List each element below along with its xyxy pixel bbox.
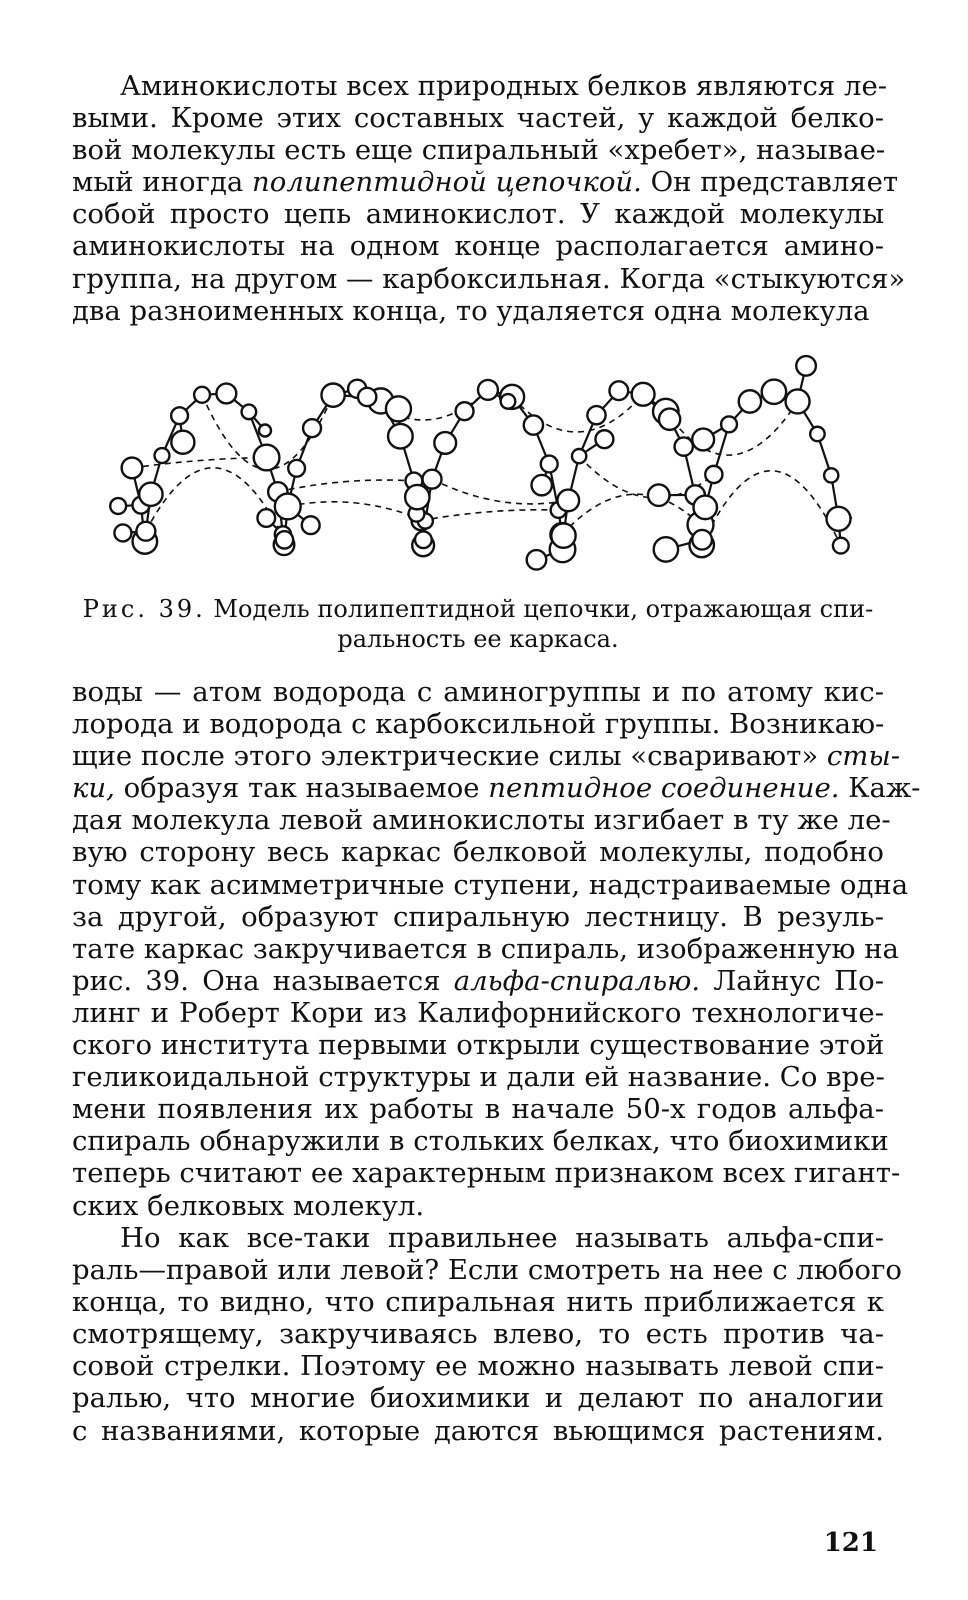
- text-line: тому как асимметричные ступени, надстраиваемые одна: [72, 868, 909, 901]
- atom: [692, 429, 714, 451]
- text-line: смотрящему, закручиваясь влево, то есть против ча-: [72, 1318, 884, 1351]
- atom: [386, 396, 411, 421]
- text-line: [72, 772, 921, 805]
- atom: [609, 381, 628, 400]
- hydrogen-bond: [421, 510, 558, 521]
- atom: [705, 466, 722, 483]
- atom: [114, 524, 131, 541]
- atom: [242, 405, 257, 420]
- atom: [648, 484, 669, 505]
- text-line: мени появления их работы в начале 50-х годов альфа-: [72, 1093, 884, 1126]
- text-line: выми. Кроме этих составных частей, у каждой белко-: [72, 102, 884, 135]
- atom: [405, 485, 429, 509]
- text-line: [72, 740, 901, 773]
- atom: [824, 468, 838, 482]
- atom: [122, 458, 143, 479]
- atom: [527, 550, 547, 570]
- text-line: воды — атом водорода с аминогруппы и по атому кис-: [72, 676, 884, 708]
- atom: [833, 538, 849, 554]
- atom: [456, 402, 474, 420]
- polypeptide-chain-figure: [92, 352, 852, 584]
- text-line: два разноименных конца, то удаляется одна молекула: [72, 294, 870, 327]
- text-line: ских белковых молекул.: [72, 1189, 425, 1222]
- text-fragment: мый иногда: [72, 166, 253, 199]
- atom: [155, 448, 170, 463]
- text-fragment: Каж-: [839, 772, 921, 805]
- atom-circles: [110, 356, 852, 570]
- atom: [587, 406, 605, 424]
- atom: [302, 516, 320, 534]
- text-fragment: рис. 39. Она называется: [72, 964, 454, 997]
- text-line: теперь считают ее характерным признаком всех гигант-: [72, 1157, 901, 1190]
- caption-line: [72, 594, 884, 624]
- atom: [572, 449, 586, 463]
- text-fragment: Он представляет: [641, 166, 899, 199]
- atom: [796, 356, 816, 376]
- atom: [739, 390, 761, 412]
- paragraph-2: [72, 676, 921, 1222]
- atom: [216, 384, 236, 404]
- atom: [810, 427, 824, 441]
- atom: [303, 419, 321, 437]
- figure-caption: [72, 594, 884, 654]
- text-fragment: Лайнус По-: [700, 964, 884, 997]
- atom: [654, 537, 678, 561]
- italic-term: сты-: [826, 740, 901, 773]
- atom: [532, 475, 552, 495]
- text-line: дая молекула левой аминокислоты изгибает в ту же ле-: [72, 804, 891, 837]
- text-line: раль—правой или левой? Если смотреть на нее с любого: [72, 1254, 902, 1287]
- text-line: собой просто цепь аминокислот. У каждой молекулы: [72, 198, 884, 231]
- text-line: [72, 166, 899, 199]
- hydrogen-bond: [562, 494, 701, 535]
- italic-term: ки,: [72, 772, 115, 805]
- atom: [693, 496, 717, 520]
- atom: [478, 380, 498, 400]
- caption-text: Модель полипептидной цепочки, отражающая спи-: [205, 595, 874, 623]
- paragraph-1: [72, 70, 906, 327]
- text-line: геликоидальной структуры и дали ей название. Со вре-: [72, 1061, 885, 1094]
- text-line: за другой, образуют спиральную лестницу. В резуль-: [72, 900, 884, 933]
- atom: [423, 470, 442, 489]
- text-line: группа, на другом — карбоксильная. Когда «стыкуются»: [72, 262, 906, 295]
- text-line: ского института первыми открыли существование этой: [72, 1029, 885, 1062]
- text-line: Аминокислоты всех природных белков являются ле-: [120, 70, 888, 102]
- atom: [692, 530, 712, 550]
- atom: [194, 387, 210, 403]
- page-number: 121: [823, 1528, 878, 1558]
- atom: [110, 498, 126, 514]
- atom: [171, 431, 194, 454]
- atom: [659, 409, 680, 430]
- italic-term: полипептидной цепочкой.: [252, 166, 642, 199]
- hydrogen-bond: [278, 480, 414, 492]
- atom: [321, 383, 344, 406]
- atom: [388, 424, 413, 449]
- paragraph-3: [72, 1222, 902, 1447]
- text-line: вую сторону весь каркас белковой молекулы, подобно: [72, 836, 884, 869]
- text-fragment: щие после этого электрические силы «сваривают»: [72, 740, 827, 773]
- atom: [136, 522, 155, 541]
- text-line: вой молекулы есть еще спиральный «хребет», называе-: [72, 134, 886, 167]
- atom: [415, 531, 432, 548]
- atom: [434, 432, 456, 454]
- hydrogen-bond: [132, 458, 267, 468]
- text-line: с названиями, которые даются вьющимся растениям.: [72, 1414, 884, 1447]
- atom: [762, 380, 786, 404]
- text-line: ралью, что многие биохимики и делают по аналогии: [72, 1382, 884, 1415]
- atom: [257, 509, 275, 527]
- text-line: совой стрелки. Поэтому ее можно называть левой спи-: [72, 1350, 884, 1383]
- atom: [171, 407, 188, 424]
- atom: [276, 531, 293, 548]
- atom: [524, 415, 543, 434]
- atom: [275, 494, 301, 520]
- text-line: лорода и водорода с карбоксильной группы. Возникаю-: [72, 708, 885, 741]
- text-line: спираль обнаружили в стольких белках, что биохимики: [72, 1125, 889, 1158]
- text-fragment: образуя так называемое: [114, 772, 489, 805]
- text-line: [72, 965, 884, 997]
- atom: [541, 456, 558, 473]
- text-line: аминокислоты на одном конце располагается амино-: [72, 230, 884, 263]
- figure-label: Рис. 39.: [82, 595, 206, 623]
- atom: [786, 389, 810, 413]
- atom: [557, 490, 579, 512]
- atom: [632, 383, 655, 406]
- atom: [827, 507, 851, 531]
- caption-line: ральность ее каркаса.: [337, 625, 619, 653]
- atom: [721, 416, 737, 432]
- hydrogen-bond-lines: [132, 389, 841, 546]
- atom: [595, 430, 613, 448]
- text-line: конца, то видно, что спиральная нить приближается к: [72, 1286, 884, 1319]
- atom: [675, 437, 693, 455]
- italic-term: альфа-спиралью.: [453, 964, 701, 997]
- atom: [254, 445, 280, 471]
- text-line: Но как все-таки правильнее называть альфа-спи-: [120, 1222, 884, 1254]
- atom: [551, 523, 575, 547]
- atom: [501, 394, 516, 409]
- atom: [139, 483, 162, 506]
- text-line: линг и Роберт Кори из Калифорнийского технологиче-: [72, 996, 884, 1029]
- italic-term: пептидное соединение.: [488, 772, 840, 805]
- hydrogen-bond: [702, 471, 841, 546]
- atom: [358, 388, 376, 406]
- hydrogen-bond: [146, 468, 285, 540]
- atom: [259, 424, 271, 436]
- atom: [288, 460, 305, 477]
- text-line: тате каркас закручивается в спираль, изображенную на: [72, 932, 899, 965]
